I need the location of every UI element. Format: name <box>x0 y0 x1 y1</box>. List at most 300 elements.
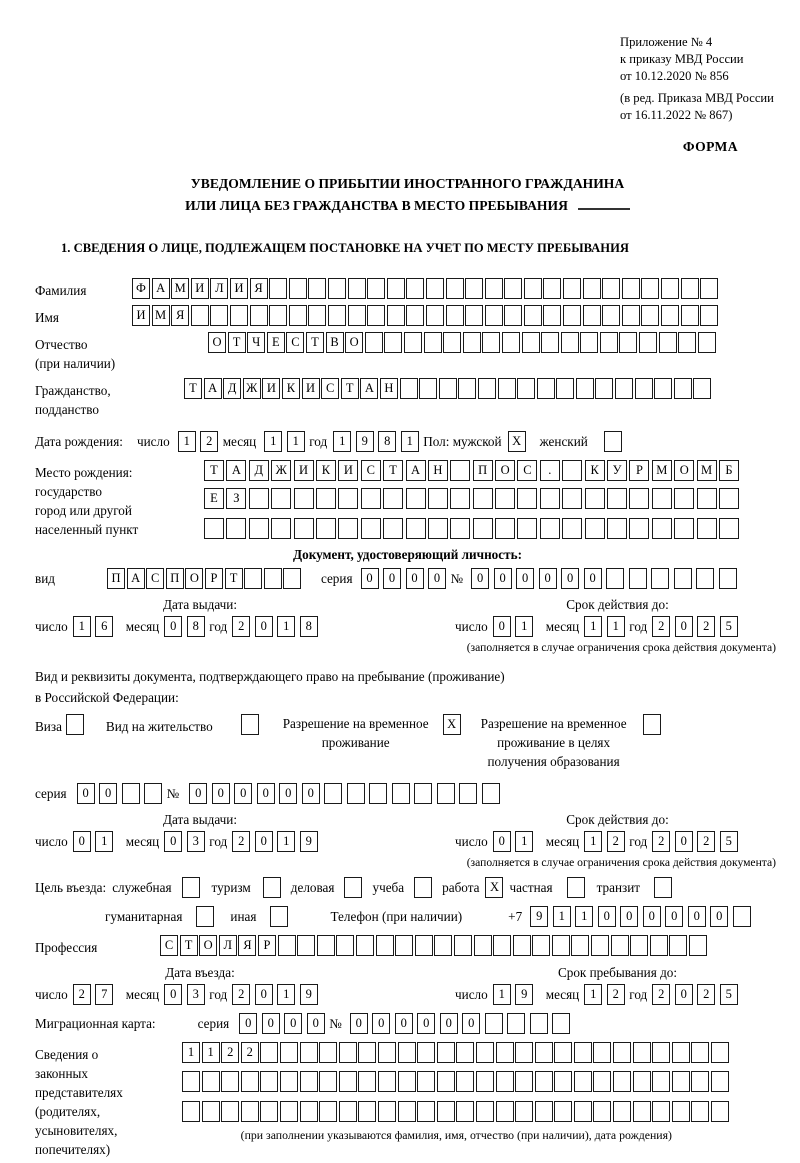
char-cell[interactable] <box>674 518 694 539</box>
char-cell[interactable] <box>515 1071 533 1092</box>
char-cell[interactable] <box>540 488 560 509</box>
char-cell[interactable] <box>652 1071 670 1092</box>
char-cell[interactable] <box>465 305 483 326</box>
char-cell[interactable] <box>367 305 385 326</box>
char-cell[interactable]: 0 <box>471 568 489 589</box>
char-cell[interactable] <box>540 518 560 539</box>
char-cell[interactable]: 1 <box>333 431 351 452</box>
char-cell[interactable] <box>606 568 624 589</box>
char-cell[interactable]: . <box>540 460 560 481</box>
char-cell[interactable] <box>571 935 589 956</box>
char-cell[interactable] <box>434 935 452 956</box>
char-cell[interactable] <box>450 460 470 481</box>
char-cell[interactable]: 1 <box>182 1042 200 1063</box>
char-cell[interactable]: Я <box>238 935 256 956</box>
char-cell[interactable]: А <box>152 278 170 299</box>
char-cell[interactable] <box>300 1101 318 1122</box>
char-cell[interactable] <box>563 278 581 299</box>
char-cell[interactable]: М <box>152 305 170 326</box>
char-cell[interactable]: 2 <box>221 1042 239 1063</box>
char-cell[interactable]: М <box>697 460 717 481</box>
char-cell[interactable]: С <box>361 460 381 481</box>
char-cell[interactable]: 1 <box>553 906 571 927</box>
char-cell[interactable]: Ж <box>271 460 291 481</box>
char-cell[interactable] <box>406 518 426 539</box>
char-cell[interactable] <box>693 378 711 399</box>
char-cell[interactable] <box>561 332 579 353</box>
char-cell[interactable]: У <box>607 460 627 481</box>
char-cell[interactable]: Д <box>223 378 241 399</box>
char-cell[interactable] <box>607 488 627 509</box>
char-cell[interactable] <box>244 568 262 589</box>
char-cell[interactable] <box>443 332 461 353</box>
char-cell[interactable] <box>613 1101 631 1122</box>
char-cell[interactable] <box>681 278 699 299</box>
male-checkbox[interactable]: X <box>508 431 526 452</box>
char-cell[interactable] <box>260 1071 278 1092</box>
char-cell[interactable]: 0 <box>620 906 638 927</box>
char-cell[interactable] <box>361 518 381 539</box>
char-cell[interactable] <box>517 378 535 399</box>
char-cell[interactable] <box>316 488 336 509</box>
char-cell[interactable]: 2 <box>241 1042 259 1063</box>
char-cell[interactable] <box>289 278 307 299</box>
char-cell[interactable] <box>361 488 381 509</box>
char-cell[interactable]: Д <box>249 460 269 481</box>
char-cell[interactable] <box>437 1071 455 1092</box>
char-cell[interactable]: 0 <box>417 1013 435 1034</box>
char-cell[interactable] <box>507 1013 525 1034</box>
char-cell[interactable] <box>674 488 694 509</box>
purpose-other-checkbox[interactable] <box>270 906 288 927</box>
char-cell[interactable]: 2 <box>73 984 91 1005</box>
char-cell[interactable] <box>622 278 640 299</box>
char-cell[interactable] <box>289 305 307 326</box>
char-cell[interactable] <box>456 1101 474 1122</box>
char-cell[interactable] <box>378 1101 396 1122</box>
char-cell[interactable]: Н <box>380 378 398 399</box>
char-cell[interactable] <box>496 1101 514 1122</box>
char-cell[interactable]: 0 <box>302 783 320 804</box>
char-cell[interactable]: 2 <box>200 431 218 452</box>
char-cell[interactable] <box>574 1101 592 1122</box>
char-cell[interactable] <box>278 935 296 956</box>
char-cell[interactable] <box>358 1071 376 1092</box>
char-cell[interactable] <box>338 488 358 509</box>
char-cell[interactable] <box>283 568 301 589</box>
char-cell[interactable]: 0 <box>406 568 424 589</box>
char-cell[interactable] <box>478 378 496 399</box>
char-cell[interactable]: Е <box>267 332 285 353</box>
char-cell[interactable] <box>210 305 228 326</box>
char-cell[interactable]: С <box>160 935 178 956</box>
char-cell[interactable] <box>437 1101 455 1122</box>
char-cell[interactable] <box>607 518 627 539</box>
char-cell[interactable] <box>398 1101 416 1122</box>
char-cell[interactable] <box>515 1042 533 1063</box>
char-cell[interactable] <box>496 1042 514 1063</box>
char-cell[interactable] <box>348 278 366 299</box>
char-cell[interactable] <box>339 1071 357 1092</box>
char-cell[interactable]: 0 <box>99 783 117 804</box>
char-cell[interactable]: 0 <box>462 1013 480 1034</box>
char-cell[interactable] <box>482 783 500 804</box>
char-cell[interactable]: 2 <box>607 984 625 1005</box>
char-cell[interactable]: Т <box>180 935 198 956</box>
char-cell[interactable]: 8 <box>300 616 318 637</box>
char-cell[interactable] <box>535 1101 553 1122</box>
char-cell[interactable]: 0 <box>675 984 693 1005</box>
purpose-tourism-checkbox[interactable] <box>263 877 281 898</box>
char-cell[interactable]: 0 <box>675 616 693 637</box>
char-cell[interactable] <box>428 518 448 539</box>
temp-residence-edu-checkbox[interactable] <box>643 714 661 735</box>
char-cell[interactable] <box>319 1071 337 1092</box>
char-cell[interactable] <box>691 1071 709 1092</box>
char-cell[interactable] <box>697 488 717 509</box>
char-cell[interactable] <box>308 305 326 326</box>
char-cell[interactable] <box>678 332 696 353</box>
char-cell[interactable] <box>630 935 648 956</box>
char-cell[interactable]: 2 <box>697 984 715 1005</box>
char-cell[interactable]: Т <box>306 332 324 353</box>
char-cell[interactable]: 5 <box>720 616 738 637</box>
purpose-study-checkbox[interactable] <box>414 877 432 898</box>
char-cell[interactable] <box>300 1042 318 1063</box>
char-cell[interactable] <box>543 278 561 299</box>
char-cell[interactable]: Р <box>205 568 223 589</box>
char-cell[interactable] <box>669 935 687 956</box>
char-cell[interactable] <box>474 935 492 956</box>
char-cell[interactable] <box>358 1101 376 1122</box>
char-cell[interactable] <box>319 1101 337 1122</box>
char-cell[interactable]: Т <box>383 460 403 481</box>
char-cell[interactable] <box>622 305 640 326</box>
char-cell[interactable] <box>384 332 402 353</box>
char-cell[interactable] <box>395 935 413 956</box>
char-cell[interactable] <box>473 518 493 539</box>
char-cell[interactable] <box>317 935 335 956</box>
char-cell[interactable]: 8 <box>187 616 205 637</box>
char-cell[interactable] <box>269 305 287 326</box>
char-cell[interactable] <box>595 378 613 399</box>
char-cell[interactable]: Р <box>258 935 276 956</box>
char-cell[interactable] <box>659 332 677 353</box>
char-cell[interactable]: О <box>674 460 694 481</box>
temp-residence-checkbox[interactable]: X <box>443 714 461 735</box>
char-cell[interactable] <box>392 783 410 804</box>
char-cell[interactable] <box>602 305 620 326</box>
char-cell[interactable] <box>554 1101 572 1122</box>
char-cell[interactable] <box>485 305 503 326</box>
char-cell[interactable] <box>652 1042 670 1063</box>
char-cell[interactable] <box>356 935 374 956</box>
char-cell[interactable] <box>347 783 365 804</box>
char-cell[interactable]: Ч <box>247 332 265 353</box>
char-cell[interactable] <box>336 935 354 956</box>
char-cell[interactable] <box>250 305 268 326</box>
char-cell[interactable] <box>504 305 522 326</box>
char-cell[interactable] <box>613 1042 631 1063</box>
char-cell[interactable] <box>328 278 346 299</box>
char-cell[interactable] <box>719 488 739 509</box>
char-cell[interactable] <box>697 518 717 539</box>
char-cell[interactable]: В <box>326 332 344 353</box>
char-cell[interactable] <box>535 1042 553 1063</box>
char-cell[interactable] <box>719 518 739 539</box>
char-cell[interactable] <box>437 783 455 804</box>
char-cell[interactable]: 5 <box>720 831 738 852</box>
char-cell[interactable] <box>593 1071 611 1092</box>
char-cell[interactable] <box>674 378 692 399</box>
char-cell[interactable] <box>689 935 707 956</box>
char-cell[interactable]: 9 <box>356 431 374 452</box>
char-cell[interactable]: 0 <box>372 1013 390 1034</box>
char-cell[interactable] <box>498 378 516 399</box>
char-cell[interactable] <box>537 378 555 399</box>
char-cell[interactable]: 9 <box>530 906 548 927</box>
char-cell[interactable] <box>376 935 394 956</box>
char-cell[interactable] <box>260 1042 278 1063</box>
char-cell[interactable] <box>733 906 751 927</box>
char-cell[interactable]: А <box>226 460 246 481</box>
char-cell[interactable] <box>585 518 605 539</box>
char-cell[interactable] <box>294 518 314 539</box>
purpose-official-checkbox[interactable] <box>182 877 200 898</box>
char-cell[interactable] <box>515 1101 533 1122</box>
char-cell[interactable]: Т <box>228 332 246 353</box>
char-cell[interactable] <box>563 305 581 326</box>
char-cell[interactable]: Л <box>219 935 237 956</box>
char-cell[interactable]: С <box>321 378 339 399</box>
char-cell[interactable] <box>541 332 559 353</box>
char-cell[interactable]: О <box>345 332 363 353</box>
char-cell[interactable] <box>543 305 561 326</box>
char-cell[interactable] <box>691 1101 709 1122</box>
char-cell[interactable] <box>404 332 422 353</box>
char-cell[interactable]: 2 <box>232 831 250 852</box>
char-cell[interactable] <box>591 935 609 956</box>
char-cell[interactable]: С <box>286 332 304 353</box>
char-cell[interactable]: 2 <box>232 616 250 637</box>
char-cell[interactable] <box>652 518 672 539</box>
char-cell[interactable]: Е <box>204 488 224 509</box>
char-cell[interactable]: 9 <box>300 831 318 852</box>
char-cell[interactable]: Т <box>204 460 224 481</box>
char-cell[interactable] <box>711 1071 729 1092</box>
char-cell[interactable]: 1 <box>401 431 419 452</box>
char-cell[interactable] <box>294 488 314 509</box>
char-cell[interactable]: 0 <box>77 783 95 804</box>
char-cell[interactable] <box>672 1071 690 1092</box>
char-cell[interactable] <box>517 518 537 539</box>
char-cell[interactable] <box>319 1042 337 1063</box>
char-cell[interactable] <box>476 1101 494 1122</box>
char-cell[interactable] <box>513 935 531 956</box>
char-cell[interactable] <box>611 935 629 956</box>
char-cell[interactable] <box>221 1071 239 1092</box>
char-cell[interactable] <box>556 378 574 399</box>
char-cell[interactable]: Ж <box>243 378 261 399</box>
purpose-transit-checkbox[interactable] <box>654 877 672 898</box>
char-cell[interactable]: Т <box>184 378 202 399</box>
char-cell[interactable] <box>271 488 291 509</box>
char-cell[interactable]: 1 <box>264 431 282 452</box>
char-cell[interactable]: 0 <box>164 831 182 852</box>
char-cell[interactable] <box>504 278 522 299</box>
char-cell[interactable]: 2 <box>697 616 715 637</box>
char-cell[interactable]: 0 <box>284 1013 302 1034</box>
char-cell[interactable] <box>417 1101 435 1122</box>
char-cell[interactable]: К <box>316 460 336 481</box>
char-cell[interactable]: 0 <box>307 1013 325 1034</box>
char-cell[interactable]: 0 <box>255 984 273 1005</box>
char-cell[interactable] <box>661 305 679 326</box>
char-cell[interactable]: О <box>199 935 217 956</box>
char-cell[interactable] <box>191 305 209 326</box>
char-cell[interactable] <box>324 783 342 804</box>
char-cell[interactable] <box>280 1071 298 1092</box>
char-cell[interactable] <box>485 278 503 299</box>
char-cell[interactable] <box>691 1042 709 1063</box>
char-cell[interactable]: 1 <box>584 831 602 852</box>
char-cell[interactable] <box>580 332 598 353</box>
char-cell[interactable]: 2 <box>652 831 670 852</box>
char-cell[interactable] <box>446 278 464 299</box>
char-cell[interactable] <box>383 518 403 539</box>
char-cell[interactable]: 2 <box>652 984 670 1005</box>
char-cell[interactable]: 9 <box>515 984 533 1005</box>
char-cell[interactable] <box>719 568 737 589</box>
char-cell[interactable]: 0 <box>189 783 207 804</box>
char-cell[interactable] <box>339 1042 357 1063</box>
char-cell[interactable]: 0 <box>665 906 683 927</box>
char-cell[interactable]: 0 <box>350 1013 368 1034</box>
char-cell[interactable]: Б <box>719 460 739 481</box>
char-cell[interactable]: И <box>262 378 280 399</box>
char-cell[interactable]: 0 <box>643 906 661 927</box>
char-cell[interactable] <box>230 305 248 326</box>
purpose-work-checkbox[interactable]: X <box>485 877 503 898</box>
char-cell[interactable]: 0 <box>255 616 273 637</box>
char-cell[interactable]: 1 <box>95 831 113 852</box>
char-cell[interactable]: А <box>406 460 426 481</box>
char-cell[interactable]: И <box>294 460 314 481</box>
char-cell[interactable]: А <box>127 568 145 589</box>
char-cell[interactable]: 3 <box>187 984 205 1005</box>
char-cell[interactable]: 1 <box>493 984 511 1005</box>
char-cell[interactable]: 1 <box>277 984 295 1005</box>
char-cell[interactable] <box>574 1042 592 1063</box>
char-cell[interactable] <box>249 518 269 539</box>
char-cell[interactable]: И <box>132 305 150 326</box>
char-cell[interactable] <box>241 1101 259 1122</box>
char-cell[interactable] <box>348 305 366 326</box>
char-cell[interactable] <box>400 378 418 399</box>
char-cell[interactable] <box>700 278 718 299</box>
char-cell[interactable]: 0 <box>675 831 693 852</box>
char-cell[interactable] <box>672 1101 690 1122</box>
char-cell[interactable] <box>517 488 537 509</box>
char-cell[interactable] <box>495 488 515 509</box>
char-cell[interactable] <box>674 568 692 589</box>
char-cell[interactable] <box>696 568 714 589</box>
char-cell[interactable]: 0 <box>688 906 706 927</box>
char-cell[interactable] <box>316 518 336 539</box>
char-cell[interactable] <box>629 518 649 539</box>
char-cell[interactable] <box>182 1101 200 1122</box>
char-cell[interactable] <box>473 488 493 509</box>
char-cell[interactable] <box>454 935 472 956</box>
char-cell[interactable] <box>280 1101 298 1122</box>
char-cell[interactable] <box>426 305 444 326</box>
char-cell[interactable] <box>482 332 500 353</box>
char-cell[interactable]: С <box>517 460 537 481</box>
char-cell[interactable] <box>297 935 315 956</box>
char-cell[interactable] <box>387 305 405 326</box>
purpose-private-checkbox[interactable] <box>567 877 585 898</box>
char-cell[interactable] <box>406 305 424 326</box>
char-cell[interactable]: 1 <box>515 831 533 852</box>
char-cell[interactable]: 1 <box>73 616 91 637</box>
char-cell[interactable] <box>562 518 582 539</box>
char-cell[interactable]: 0 <box>212 783 230 804</box>
char-cell[interactable] <box>182 1071 200 1092</box>
char-cell[interactable] <box>524 305 542 326</box>
char-cell[interactable] <box>446 305 464 326</box>
char-cell[interactable]: 1 <box>287 431 305 452</box>
char-cell[interactable] <box>450 488 470 509</box>
char-cell[interactable]: 0 <box>493 616 511 637</box>
char-cell[interactable]: Ф <box>132 278 150 299</box>
char-cell[interactable] <box>613 1071 631 1092</box>
char-cell[interactable] <box>417 1071 435 1092</box>
char-cell[interactable] <box>437 1042 455 1063</box>
char-cell[interactable] <box>264 568 282 589</box>
char-cell[interactable] <box>629 568 647 589</box>
char-cell[interactable]: 0 <box>395 1013 413 1034</box>
char-cell[interactable] <box>456 1042 474 1063</box>
char-cell[interactable]: 0 <box>234 783 252 804</box>
char-cell[interactable] <box>652 488 672 509</box>
char-cell[interactable] <box>300 1071 318 1092</box>
char-cell[interactable]: 0 <box>73 831 91 852</box>
char-cell[interactable] <box>241 1071 259 1092</box>
char-cell[interactable] <box>524 278 542 299</box>
char-cell[interactable] <box>639 332 657 353</box>
char-cell[interactable] <box>226 518 246 539</box>
char-cell[interactable] <box>633 1071 651 1092</box>
female-checkbox[interactable] <box>604 431 622 452</box>
char-cell[interactable]: 1 <box>584 984 602 1005</box>
char-cell[interactable] <box>419 378 437 399</box>
char-cell[interactable] <box>496 1071 514 1092</box>
char-cell[interactable] <box>652 1101 670 1122</box>
char-cell[interactable] <box>358 1042 376 1063</box>
char-cell[interactable] <box>328 305 346 326</box>
char-cell[interactable] <box>369 783 387 804</box>
char-cell[interactable] <box>387 278 405 299</box>
char-cell[interactable] <box>383 488 403 509</box>
char-cell[interactable]: 5 <box>720 984 738 1005</box>
char-cell[interactable] <box>144 783 162 804</box>
char-cell[interactable]: А <box>204 378 222 399</box>
char-cell[interactable]: 0 <box>279 783 297 804</box>
char-cell[interactable] <box>458 378 476 399</box>
char-cell[interactable]: Н <box>428 460 448 481</box>
char-cell[interactable]: 0 <box>255 831 273 852</box>
char-cell[interactable] <box>554 1042 572 1063</box>
